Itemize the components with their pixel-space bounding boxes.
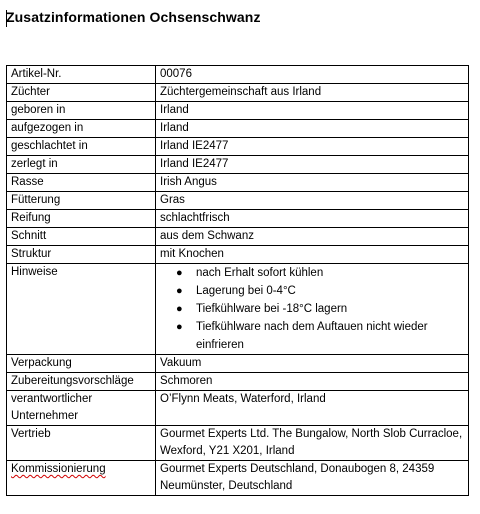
row-label: Verpackung xyxy=(7,355,156,373)
row-label: aufgezogen in xyxy=(7,120,156,138)
row-value: Irland IE2477 xyxy=(156,138,469,156)
table-row xyxy=(7,192,469,210)
row-value: Gras xyxy=(156,192,469,210)
info-table xyxy=(6,65,469,496)
table-row xyxy=(7,210,469,228)
document-title: Zusatzinformationen Ochsenschwanz xyxy=(6,9,261,25)
table-row xyxy=(7,228,469,246)
table-row-hints xyxy=(7,264,469,355)
bullet-icon: ● xyxy=(176,321,183,333)
row-value: 00076 xyxy=(156,66,469,84)
spellcheck-word: Kommissionierung xyxy=(11,463,106,475)
row-label: Züchter xyxy=(7,84,156,102)
bullet-icon: ● xyxy=(176,285,183,297)
row-value: O’Flynn Meats, Waterford, Irland xyxy=(156,391,469,426)
row-value: Züchtergemeinschaft aus Irland xyxy=(156,84,469,102)
hints-cell xyxy=(156,264,469,355)
row-label: zerlegt in xyxy=(7,156,156,174)
row-label: Fütterung xyxy=(7,192,156,210)
bullet-icon: ● xyxy=(176,267,183,279)
table-row xyxy=(7,373,469,391)
hint-text: nach Erhalt sofort kühlen xyxy=(196,267,324,279)
row-label: Artikel-Nr. xyxy=(7,66,156,84)
list-item xyxy=(176,264,464,282)
row-label: Rasse xyxy=(7,174,156,192)
list-item xyxy=(176,282,464,300)
row-value: Irland xyxy=(156,120,469,138)
row-value: Vakuum xyxy=(156,355,469,373)
table-row xyxy=(7,174,469,192)
row-value: mit Knochen xyxy=(156,246,469,264)
row-label: Vertrieb xyxy=(7,426,156,461)
row-label: Reifung xyxy=(7,210,156,228)
hints-list xyxy=(160,264,464,354)
row-value: Schmoren xyxy=(156,373,469,391)
row-label: geboren in xyxy=(7,102,156,120)
table-row xyxy=(7,246,469,264)
table-row xyxy=(7,461,469,496)
row-label: Zubereitungsvorschläge xyxy=(7,373,156,391)
list-item xyxy=(176,300,464,318)
row-value: Irland xyxy=(156,102,469,120)
list-item xyxy=(176,318,464,354)
row-label: Schnitt xyxy=(7,228,156,246)
row-label: Hinweise xyxy=(7,264,156,355)
row-label: verantwortlicher Unternehmer xyxy=(7,391,156,426)
table-row xyxy=(7,66,469,84)
table-row xyxy=(7,355,469,373)
table-row xyxy=(7,391,469,426)
row-value: aus dem Schwanz xyxy=(156,228,469,246)
hint-text: Lagerung bei 0-4°C xyxy=(196,285,296,297)
table-row xyxy=(7,426,469,461)
hint-text: Tiefkühlware bei -18°C lagern xyxy=(196,303,348,315)
table-row xyxy=(7,84,469,102)
row-label: geschlachtet in xyxy=(7,138,156,156)
row-value: schlachtfrisch xyxy=(156,210,469,228)
table-row xyxy=(7,102,469,120)
bullet-icon: ● xyxy=(176,303,183,315)
row-value: Gourmet Experts Ltd. The Bungalow, North Slob Curracloe, Wexford, Y21 X201, Irland xyxy=(156,426,469,461)
row-value: Irland IE2477 xyxy=(156,156,469,174)
row-label: Struktur xyxy=(7,246,156,264)
hint-text: Tiefkühlware nach dem Auftauen nicht wieder einfrieren xyxy=(196,321,428,351)
table-row xyxy=(7,120,469,138)
row-value: Gourmet Experts Deutschland, Donaubogen 8, 24359 Neumünster, Deutschland xyxy=(156,461,469,496)
table-row xyxy=(7,138,469,156)
table-row xyxy=(7,156,469,174)
row-label xyxy=(7,461,156,496)
row-value: Irish Angus xyxy=(156,174,469,192)
